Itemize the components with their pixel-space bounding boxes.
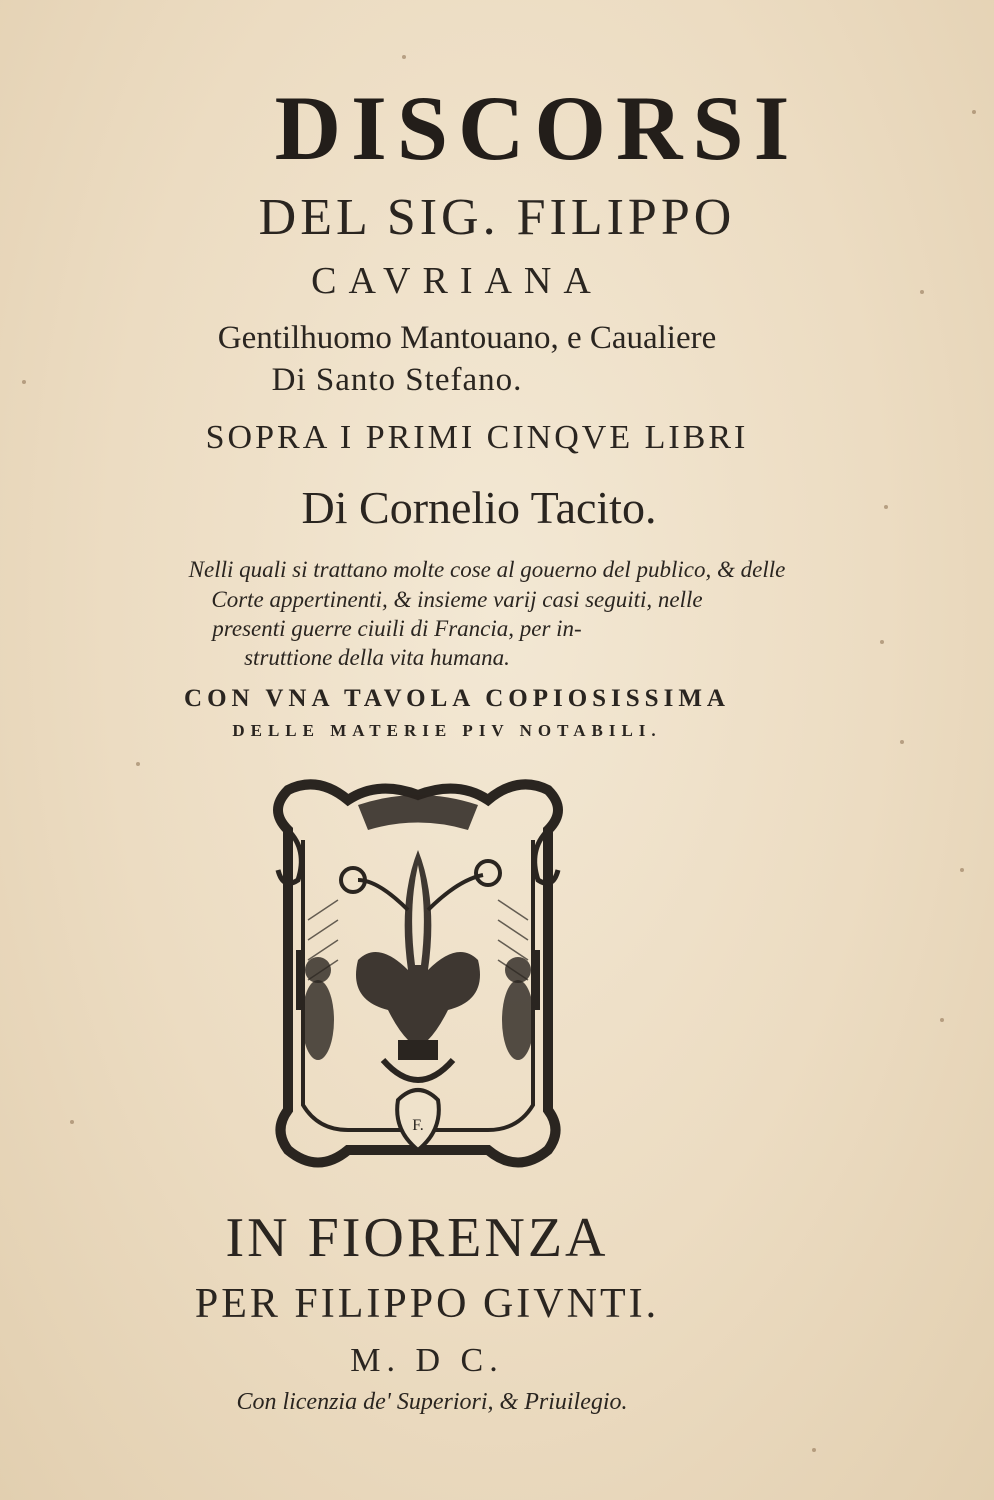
imprint-printer: PER FILIPPO GIVNTI.	[194, 1281, 660, 1327]
author-surname: CAVRIANA	[311, 260, 603, 302]
description-line-1: Nelli quali si trattano molte cose al gouerno del publico, & delle	[188, 557, 786, 582]
description-line-3: presenti guerre ciuili di Francia, per in-	[212, 616, 582, 641]
imprint-license: Con licenzia de' Superiori, & Priuilegio.	[236, 1389, 628, 1415]
imprint-city: IN FIORENZA	[225, 1207, 609, 1269]
device-monogram: F.	[412, 1117, 424, 1134]
index-line: CON VNA TAVOLA COPIOSISSIMA	[184, 685, 730, 712]
imprint-year: M. D C.	[350, 1342, 504, 1379]
author-order: Di Santo Stefano.	[271, 362, 523, 398]
giunti-lily-icon	[258, 770, 578, 1180]
author-rank: Gentilhuomo Mantouano, e Caualiere	[217, 320, 717, 356]
printer-device-woodcut	[258, 770, 578, 1180]
subject-line: SOPRA I PRIMI CINQVE LIBRI	[205, 419, 749, 456]
index-subline: DELLE MATERIE PIV NOTABILI.	[232, 721, 662, 740]
description-line-2: Corte appertinenti, & insieme varij casi seguiti, nelle	[211, 587, 703, 612]
description-line-4: struttione della vita humana.	[244, 645, 510, 670]
title-word: DISCORSI	[274, 77, 800, 179]
subject-author: Di Cornelio Tacito.	[301, 482, 657, 533]
author-line: DEL SIG. FILIPPO	[258, 189, 736, 246]
